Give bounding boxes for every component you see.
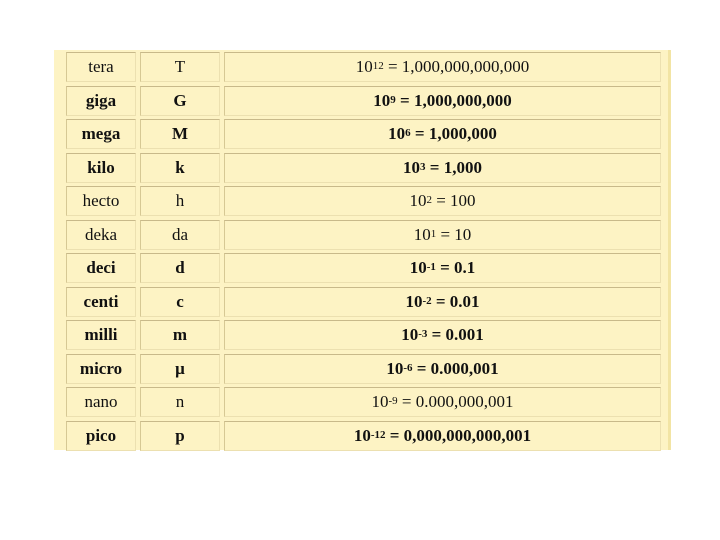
decimal-value: = 0.000,000,001 [397, 392, 514, 411]
power-cell [224, 52, 661, 82]
power-base: 10 [386, 358, 404, 378]
power-exponent: 3 [420, 160, 426, 173]
power-exponent: -9 [388, 395, 398, 407]
power-cell [224, 220, 661, 250]
prefix-cell: milli [66, 320, 136, 350]
decimal-value: = 0,000,000,000,001 [385, 425, 532, 445]
symbol-cell: h [140, 186, 220, 216]
power-exponent: -12 [370, 428, 386, 441]
power-cell [224, 86, 661, 116]
power-exponent: -3 [418, 328, 428, 340]
decimal-value: = 10 [436, 224, 472, 244]
power-cell [224, 253, 661, 283]
power-exponent: -1 [426, 261, 436, 273]
decimal-value: = 0.1 [435, 258, 476, 277]
decimal-value: = 100 [431, 191, 476, 210]
prefix-cell: pico [66, 421, 136, 451]
power-cell [224, 421, 661, 451]
decimal-value: = 1,000,000 [410, 124, 497, 143]
prefix-cell: deci [66, 253, 136, 283]
symbol-cell: μ [140, 354, 220, 384]
decimal-value: = 1,000 [425, 157, 482, 177]
power-base: 10 [409, 191, 427, 210]
prefix-cell: mega [66, 119, 136, 149]
power-cell [224, 320, 661, 350]
power-exponent: 12 [372, 60, 384, 72]
power-base: 10 [355, 57, 373, 76]
symbol-cell: m [140, 320, 220, 350]
power-exponent: 6 [405, 127, 411, 139]
decimal-value: = 1,000,000,000,000 [383, 57, 530, 76]
power-base: 10 [353, 425, 371, 445]
prefix-cell: centi [66, 287, 136, 317]
power-base: 10 [405, 291, 423, 311]
prefix-cell: deka [66, 220, 136, 250]
symbol-cell: c [140, 287, 220, 317]
power-cell [224, 354, 661, 384]
symbol-cell: d [140, 253, 220, 283]
power-base: 10 [403, 157, 421, 177]
power-base: 10 [409, 258, 427, 277]
power-cell [224, 287, 661, 317]
prefix-cell: micro [66, 354, 136, 384]
symbol-cell: G [140, 86, 220, 116]
power-exponent: 2 [426, 194, 432, 206]
prefix-cell: giga [66, 86, 136, 116]
power-base: 10 [371, 392, 389, 411]
decimal-value: = 0.000,001 [412, 358, 499, 378]
prefix-cell: hecto [66, 186, 136, 216]
power-base: 10 [388, 124, 406, 143]
power-base: 10 [413, 224, 431, 244]
prefix-cell: kilo [66, 153, 136, 183]
symbol-cell: n [140, 387, 220, 417]
power-base: 10 [401, 325, 419, 344]
power-cell [224, 153, 661, 183]
power-cell [224, 119, 661, 149]
metric-prefix-table [54, 50, 671, 450]
table-edge [668, 50, 671, 450]
power-exponent: -6 [403, 361, 413, 374]
symbol-cell: M [140, 119, 220, 149]
power-cell [224, 387, 661, 417]
power-cell [224, 186, 661, 216]
symbol-cell: da [140, 220, 220, 250]
power-base: 10 [373, 90, 391, 110]
symbol-cell: T [140, 52, 220, 82]
power-exponent: -2 [422, 294, 432, 307]
power-exponent: 9 [390, 93, 396, 106]
symbol-cell: p [140, 421, 220, 451]
power-exponent: 1 [430, 227, 437, 240]
symbol-cell: k [140, 153, 220, 183]
decimal-value: = 0.001 [427, 325, 484, 344]
prefix-cell: tera [66, 52, 136, 82]
decimal-value: = 1,000,000,000 [395, 90, 512, 110]
decimal-value: = 0.01 [431, 291, 480, 311]
prefix-cell: nano [66, 387, 136, 417]
